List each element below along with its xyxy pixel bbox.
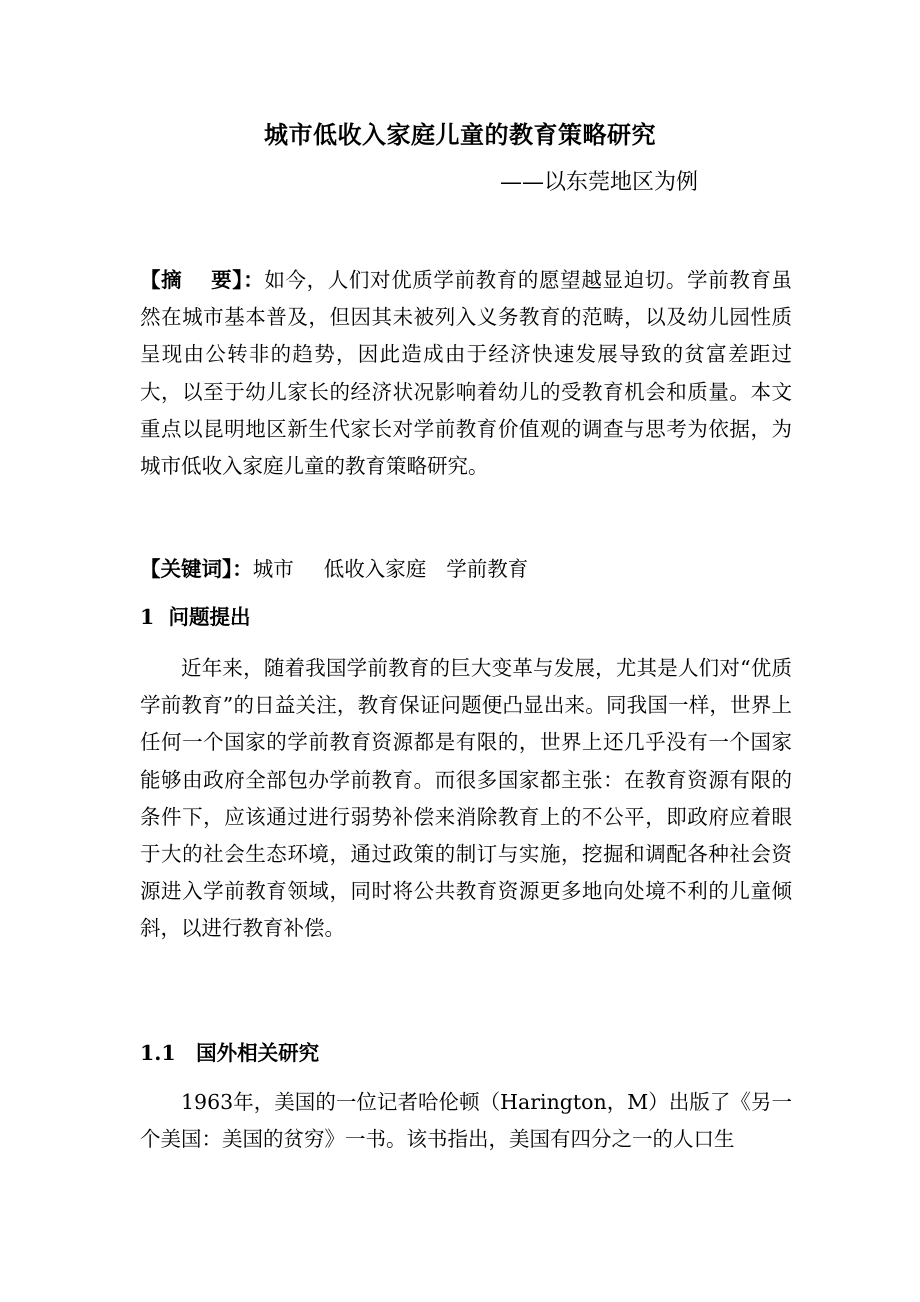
keywords-line xyxy=(140,551,792,588)
keyword-item: 学前教育 xyxy=(446,557,529,581)
document-subtitle: ——以东莞地区为例 xyxy=(500,170,699,195)
section-heading-1-1: 1.1 国外相关研究 xyxy=(140,1041,320,1065)
abstract-paragraph xyxy=(140,262,792,485)
keywords-label: 【关键词】 xyxy=(140,557,233,581)
keyword-item: 低收入家庭 xyxy=(323,557,427,581)
keywords-colon: ： xyxy=(232,557,253,581)
section-1-paragraph: 近年来，随着我国学前教育的巨大变革与发展，尤其是人们对“优质学前教育”的日益关注，教育保证问题便凸显出来。同我国一样，世界上任何一个国家的学前教育资源都是有限的，世界上还几乎没有一个国家能够由政府全部包办学前教育。而很多国家都主张：在教育资源有限的条件下，应该通过进行弱势补偿来消除教育上的不公平，即政府应着眼于大的社会生态环境，通过政策的制订与实施，挖掘和调配各种社会资源进入学前教育领域，同时将公共教育资源更多地向处境不利的儿童倾斜，以进行教育补偿。 xyxy=(140,656,792,941)
abstract-text: 如今，人们对优质学前教育的愿望越显迫切。学前教育虽然在城市基本普及，但因其未被列入义务教育的范畴，以及幼儿园性质呈现由公转非的趋势，因此造成由于经济快速发展导致的贫富差距过大，以至于幼儿家长的经济状况影响着幼儿的受教育机会和质量。本文重点以昆明地区新生代家长对学前教育价值观的调查与思考为依据，为城市低收入家庭儿童的教育策略研究。 xyxy=(140,268,793,479)
keyword-item: 城市 xyxy=(252,557,294,581)
document-title: 城市低收入家庭儿童的教育策略研究 xyxy=(264,120,656,149)
abstract-colon: ： xyxy=(243,268,265,292)
abstract-label: 【摘 要】 xyxy=(140,268,244,292)
section-heading-1: 1 问题提出 xyxy=(140,605,251,629)
section-1-1-paragraph: 1963年，美国的一位记者哈伦顿（Harington，M）出版了《另一个美国：美国的贫穷》一书。该书指出，美国有四分之一的人口生 xyxy=(140,1090,792,1152)
